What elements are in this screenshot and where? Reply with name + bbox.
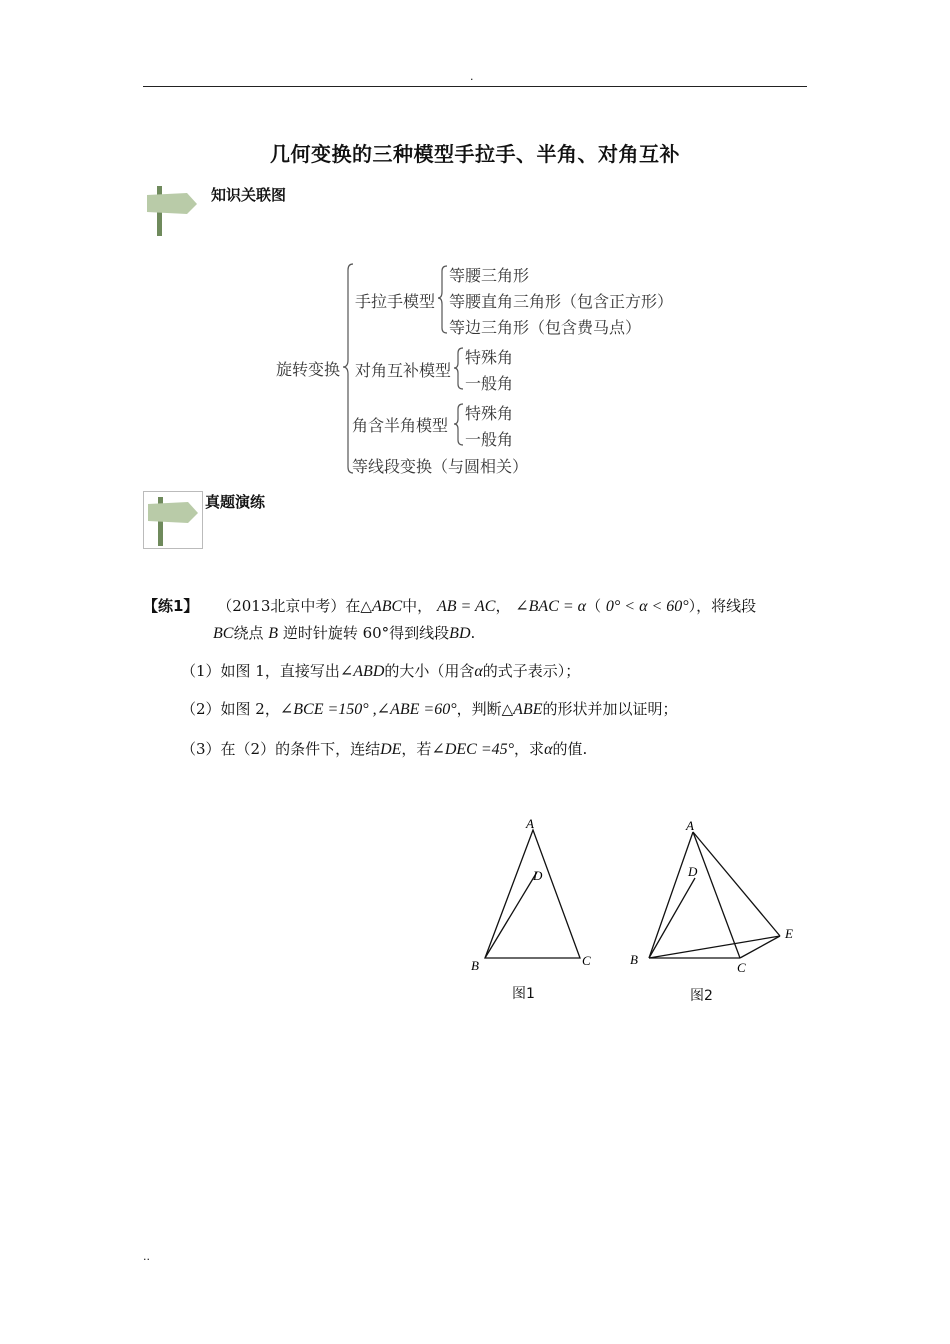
section-knowledge-map: 知识关联图 [211,186,287,204]
footer-dots: .. [143,1250,150,1263]
question-2: （2）如图 2，∠BCE =150° ,∠ABE =60°，判断△ABE的形状并加以证明； [181,700,678,718]
tree-root: 旋转变换 [276,360,341,379]
signpost-icon [143,491,203,549]
header-dot: . [470,70,474,83]
tree-braces [0,0,950,500]
figure-1-caption: 图1 [512,986,535,1002]
page-title: 几何变换的三种模型手拉手、半角、对角互补 [270,142,680,166]
question-1: （1）如图 1，直接写出∠ABD的大小（用含α的式子表示）； [181,662,581,680]
tree-leaf: 一般角 [465,430,514,449]
tree-leaf: 特殊角 [465,348,514,367]
figure-1-label-b: B [471,958,479,973]
figure-2-label-c: C [737,960,746,975]
figure-2-label-b: B [630,952,638,967]
section-practice: 真题演练 [205,493,266,511]
figure-1-label-a: A [526,816,534,831]
tree-leaf: 一般角 [465,374,514,393]
figure-2-label-e: E [785,926,793,941]
tree-branch-equal-segment: 等线段变换（与圆相关） [352,457,529,476]
tree-branch-complementary: 对角互补模型 [355,361,452,380]
figure-1-diagram [460,810,610,975]
tree-leaf: 等腰三角形 [449,266,530,285]
figure-2-diagram [620,810,810,980]
question-3: （3）在（2）的条件下，连结DE，若∠DEC =45°，求α的值. [181,740,588,758]
figure-1-label-c: C [582,953,591,968]
figure-2-label-d: D [688,864,698,879]
figure-2-label-a: A [686,818,694,833]
problem-line-2: BC绕点 B 逆时针旋转 60°得到线段BD. [213,624,476,642]
figure-2-caption: 图2 [690,988,713,1004]
tree-leaf: 特殊角 [465,404,514,423]
figure-1-label-d: D [533,868,543,883]
tree-branch-half-angle: 角含半角模型 [352,416,449,435]
problem-line-1: 【练1】 （2013北京中考）在△ABC中， AB = AC， ∠BAC = α（ 0° < α < 60°），将线段 [143,597,757,615]
tree-branch-hand-in-hand: 手拉手模型 [355,292,436,311]
tree-leaf: 等边三角形（包含费马点） [449,318,642,337]
problem-tag: 【练1】 [143,597,199,615]
tree-leaf: 等腰直角三角形（包含正方形） [449,292,674,311]
